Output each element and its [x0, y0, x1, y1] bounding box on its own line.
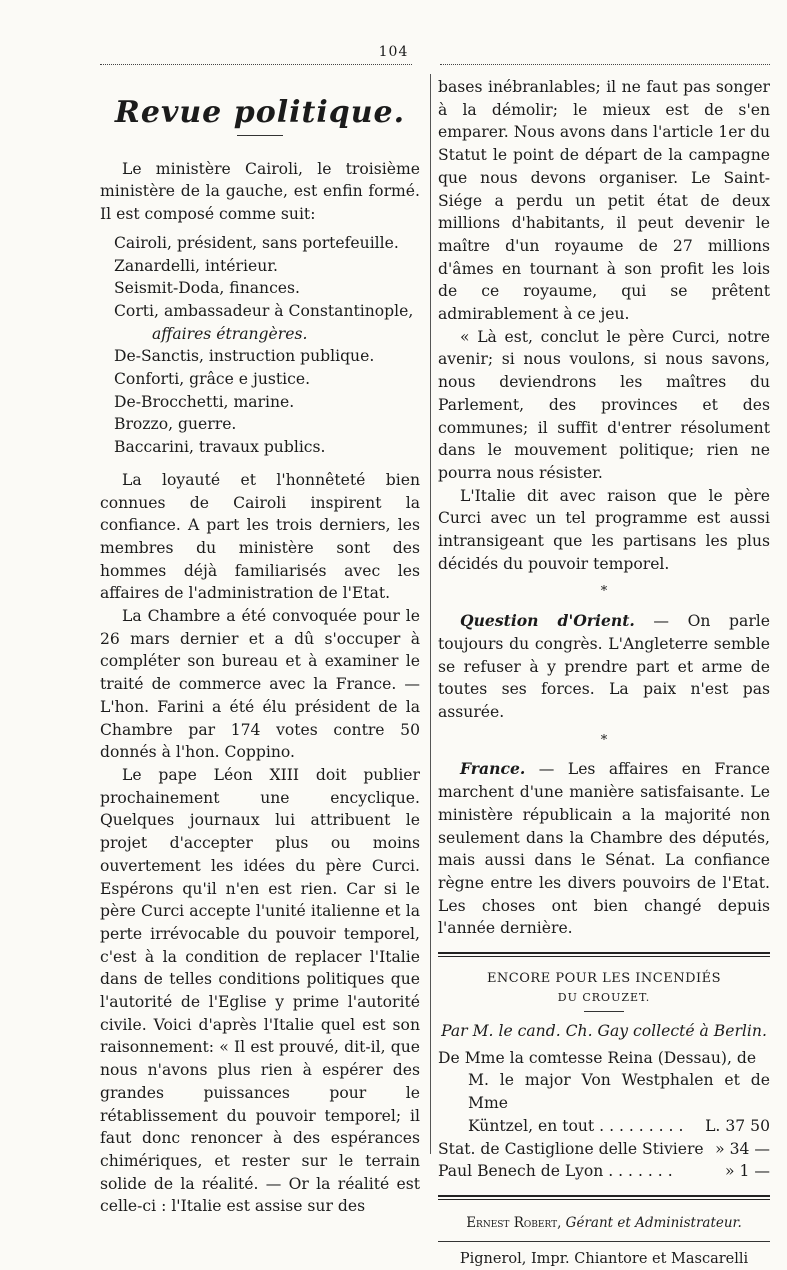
left-column [100, 95, 420, 1218]
minister-item: Cairoli, président, sans portefeuille. [114, 233, 399, 252]
column-divider [430, 74, 431, 1154]
printer-line: Pignerol, Impr. Chiantore et Mascarelli [459, 1250, 749, 1267]
donation-row [438, 1138, 770, 1161]
minister-item: Zanardelli, intérieur. [114, 256, 278, 275]
donation-amount: » 34 — [715, 1139, 770, 1158]
donor-name: Stat. de Castiglione delle Stiviere [438, 1139, 704, 1158]
orient-paragraph [438, 610, 770, 724]
section-star: * [600, 584, 608, 600]
double-rule [438, 952, 770, 957]
header-rule-right [440, 64, 770, 65]
orient-heading: Question d'Orient. [460, 611, 635, 631]
curci-continuation: bases inébranlables; il ne faut pas songer à la démolir; le mieux est de s'en emparer. Nous avons dans l'article 1er du Statut le point de départ de la campagne que nous devons organiser. Le Saint-Siége a perdu un petit état de deux millions d'habitants, il peut devenir le maître d'un royaume de 27 millions d'âmes en tournant à son profit les lois de ce royaume, qui se prêtent admirablement à ce jeu. [438, 78, 770, 324]
donation-amount: L. 37 50 [705, 1116, 770, 1135]
header-rule-left [100, 64, 412, 65]
minister-continuation: affaires étrangères. [152, 324, 308, 343]
donation-heading: Par M. le cand. Ch. Gay collecté à Berlin. [441, 1022, 767, 1041]
france-paragraph [438, 758, 770, 940]
notice-rule [584, 1011, 624, 1012]
notice-subtitle: DU CROUZET. [557, 991, 651, 1005]
right-column [438, 76, 770, 1270]
gerant-role: Gérant et Administrateur. [565, 1214, 742, 1231]
title-rule [237, 135, 283, 136]
minister-item: Conforti, grâce e justice. [114, 370, 311, 389]
france-heading: France. [460, 759, 526, 779]
ministry-list [100, 232, 420, 459]
donation-row [438, 1160, 770, 1183]
minister-item: De-Brocchetti, marine. [114, 392, 295, 411]
notice-title: ENCORE POUR LES INCENDIÉS [486, 971, 722, 987]
donation-line: De Mme la comtesse Reina (Dessau), de [438, 1048, 757, 1067]
pope-paragraph: Le pape Léon XIII doit publier prochainement une encyclique. Quelques journaux lui attribuent le projet d'accepter plus ou moins ouvertement les idées du père Curci. Espérons qu'il n'en est rien. Car si le père Curci accepte l'unité italienne et la perte irrévocable du pouvoir temporel, c'est à la condition de replacer l'Italie dans de telles conditions politiques que l'autorité de l'Eglise y prime l'autorité civile. Voici d'après l'Italie quel est son raisonnement: « Il est prouvé, dit-il, que nous n'avons plus rien à espérer des grandes puissances pour le rétablissement du pouvoir temporel; il faut donc renoncer à des espérances chimériques, et rester sur le terrain solide de la réalité. — Or la réalité est celle-ci : l'Italie est assise sur des [100, 765, 420, 1216]
double-rule [438, 1195, 770, 1200]
gerant-name: Ernest Robert, [466, 1214, 562, 1231]
donation-amount: » 1 — [725, 1162, 770, 1181]
donation-row [438, 1115, 770, 1138]
chamber-paragraph: La Chambre a été convoquée pour le 26 mars dernier et a dû s'occuper à compléter son bureau et à examiner le traité de commerce avec la France. — L'hon. Farini a été élu président de la Chambre par 174 votes contre 50 donnés à l'hon. Coppino. [100, 607, 420, 762]
orient-text: — On parle toujours du congrès. L'Angleterre semble se refuser à y prendre part et arme de toutes ses forces. La paix n'est pas assurée. [438, 612, 770, 721]
section-star: * [600, 732, 608, 748]
minister-text: Corti, ambassadeur à Constantinople, [114, 301, 414, 320]
minister-item: Brozzo, guerre. [114, 415, 237, 434]
page-number: 104 [378, 44, 409, 60]
minister-item [114, 300, 420, 345]
donor-name: Küntzel, en tout . . . . . . . . . [468, 1116, 684, 1135]
section-title: Revue politique. [114, 95, 406, 130]
loyalty-paragraph: La loyauté et l'honnêteté bien connues de Cairoli inspirent la confiance. A part les trois derniers, les membres du ministère sont des hommes déjà familiarisés avec les affaires de l'administration de l'Etat. [100, 470, 420, 603]
minister-item: Baccarini, travaux publics. [114, 438, 326, 457]
thin-rule [438, 1241, 770, 1242]
italie-comment: L'Italie dit avec raison que le père Curci avec un tel programme est aussi intransigeant que les partisans les plus décidés du pouvoir temporel. [438, 486, 770, 573]
donor-name: Paul Benech de Lyon . . . . . . . [438, 1162, 673, 1181]
intro-paragraph: Le ministère Cairoli, le troisième ministère de la gauche, est enfin formé. Il est composé comme suit: [100, 159, 420, 224]
curci-quote: « Là est, conclut le père Curci, notre avenir; si nous voulons, si nous savons, nous deviendrons les maîtres du Parlement, des provinces et des communes; il suffit d'entrer résolument dans le mouvement politique; rien ne pourra nous résister. [438, 327, 770, 482]
gerant-line [438, 1212, 770, 1235]
minister-item: De-Sanctis, instruction publique. [114, 347, 375, 366]
minister-item: Seismit-Doda, finances. [114, 279, 300, 298]
donation-line: M. le major Von Westphalen et de Mme [468, 1071, 770, 1113]
france-text: — Les affaires en France marchent d'une manière satisfaisante. Le ministère républicain a la majorité non seulement dans la Chambre des députés, mais aussi dans le Sénat. La confiance règne entre les divers pouvoirs de l'Etat. Les choses ont bien changé depuis l'année dernière. [438, 760, 770, 938]
